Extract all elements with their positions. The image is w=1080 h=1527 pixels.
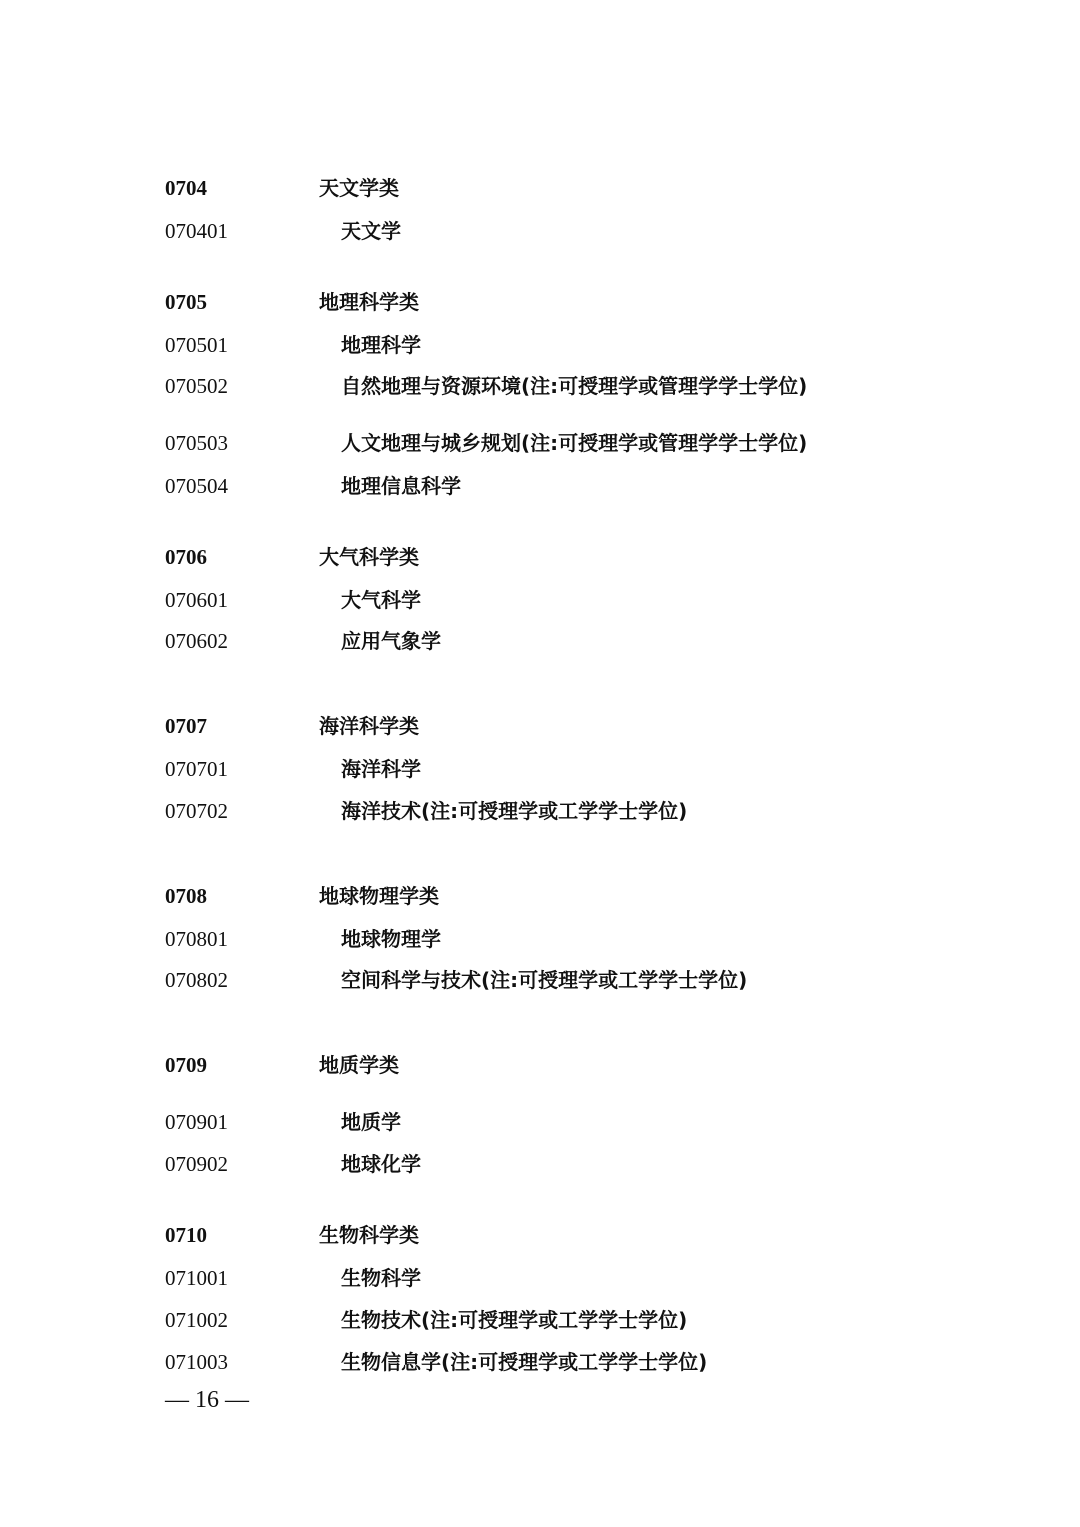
major-code: 070901: [165, 1110, 228, 1134]
category-row: [0, 174, 1080, 214]
major-code: 071003: [165, 1350, 228, 1374]
major-name: 地理信息科学: [341, 474, 461, 498]
category-name: 天文学类: [319, 176, 399, 200]
category-name: 地质学类: [319, 1053, 399, 1077]
major-name: 海洋科学: [341, 757, 421, 781]
category-name: 大气科学类: [319, 545, 419, 569]
major-name: 地球化学: [341, 1152, 421, 1176]
major-name: 生物信息学(注:可授理学或工学学士学位): [341, 1350, 708, 1374]
category-name: 地理科学类: [319, 290, 419, 314]
major-row: [0, 1150, 1080, 1190]
major-row: [0, 331, 1080, 371]
major-code: 070401: [165, 219, 228, 243]
major-code: 070503: [165, 431, 228, 455]
major-row: [0, 1348, 1080, 1388]
major-row: [0, 1306, 1080, 1346]
category-code: 0710: [165, 1223, 207, 1247]
major-name: 地球物理学: [341, 927, 441, 951]
major-row: [0, 627, 1080, 667]
major-code: 070802: [165, 968, 228, 992]
major-row: [0, 1108, 1080, 1148]
category-code: 0707: [165, 714, 207, 738]
major-row: [0, 429, 1080, 469]
category-row: [0, 712, 1080, 752]
major-code: 070702: [165, 799, 228, 823]
major-name: 生物技术(注:可授理学或工学学士学位): [341, 1308, 688, 1332]
major-code: 070602: [165, 629, 228, 653]
category-row: [0, 882, 1080, 922]
major-row: [0, 586, 1080, 626]
category-name: 地球物理学类: [319, 884, 439, 908]
major-row: [0, 966, 1080, 1006]
major-name: 空间科学与技术(注:可授理学或工学学士学位): [341, 968, 748, 992]
major-code: 070504: [165, 474, 228, 498]
major-row: [0, 472, 1080, 512]
major-row: [0, 925, 1080, 965]
category-code: 0709: [165, 1053, 207, 1077]
major-code: 070601: [165, 588, 228, 612]
category-name: 生物科学类: [319, 1223, 419, 1247]
major-name: 应用气象学: [341, 629, 441, 653]
category-code: 0705: [165, 290, 207, 314]
major-name: 大气科学: [341, 588, 421, 612]
major-row: [0, 755, 1080, 795]
category-row: [0, 543, 1080, 583]
major-name: 天文学: [341, 219, 401, 243]
major-name: 地质学: [341, 1110, 401, 1134]
category-code: 0706: [165, 545, 207, 569]
category-row: [0, 288, 1080, 328]
major-row: [0, 217, 1080, 257]
major-code: 070902: [165, 1152, 228, 1176]
major-row: [0, 1264, 1080, 1304]
category-row: [0, 1051, 1080, 1091]
major-row: [0, 372, 1080, 412]
category-name: 海洋科学类: [319, 714, 419, 738]
major-code: 070701: [165, 757, 228, 781]
major-name: 自然地理与资源环境(注:可授理学或管理学学士学位): [341, 374, 808, 398]
major-name: 生物科学: [341, 1266, 421, 1290]
major-name: 地理科学: [341, 333, 421, 357]
category-row: [0, 1221, 1080, 1261]
major-code: 070502: [165, 374, 228, 398]
major-code: 071002: [165, 1308, 228, 1332]
major-row: [0, 797, 1080, 837]
major-code: 070801: [165, 927, 228, 951]
major-code: 071001: [165, 1266, 228, 1290]
major-code: 070501: [165, 333, 228, 357]
category-code: 0704: [165, 176, 207, 200]
major-name: 海洋技术(注:可授理学或工学学士学位): [341, 799, 688, 823]
category-code: 0708: [165, 884, 207, 908]
page-number: — 16 —: [165, 1387, 249, 1413]
major-name: 人文地理与城乡规划(注:可授理学或管理学学士学位): [341, 431, 808, 455]
